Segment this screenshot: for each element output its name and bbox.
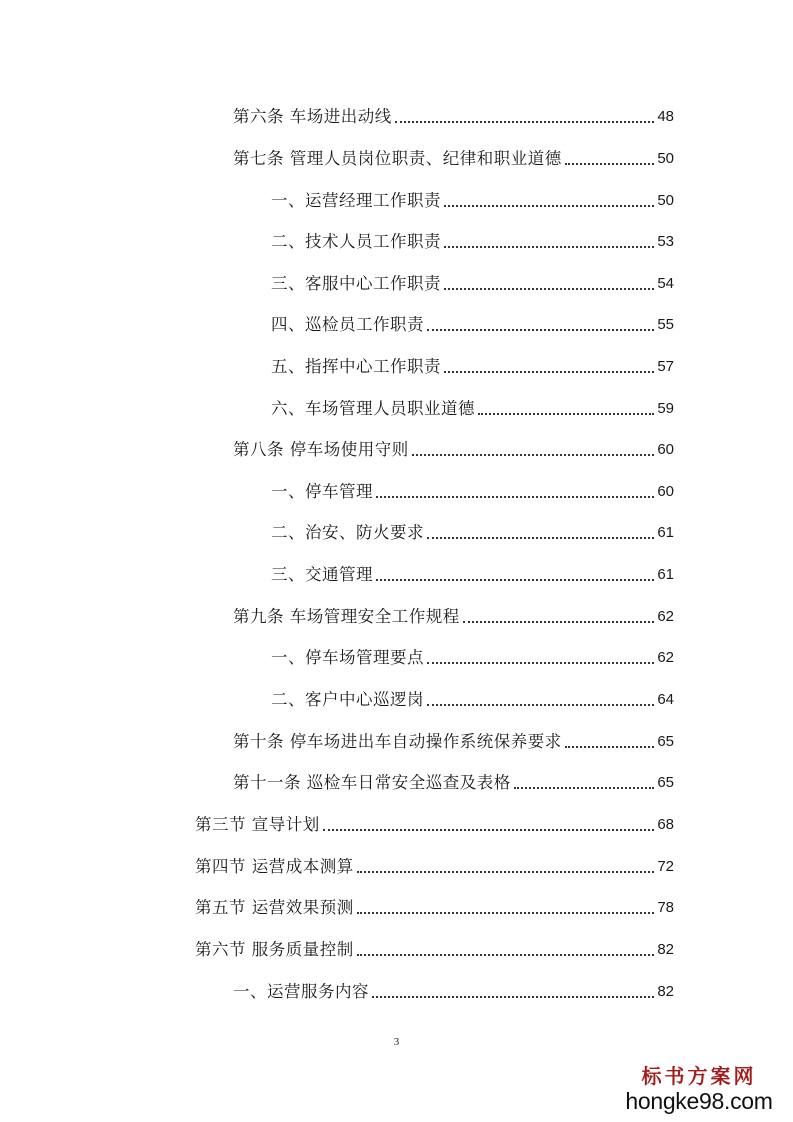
page-number: 3	[393, 1036, 400, 1048]
toc-entry-label: 一、运营服务内容	[233, 982, 369, 1001]
toc-entry[interactable]	[271, 271, 674, 297]
toc-entry-page: 82	[657, 941, 674, 958]
toc-entry-page: 50	[657, 150, 674, 167]
dot-leader	[323, 829, 655, 831]
dot-leader	[376, 496, 654, 498]
dot-leader	[372, 996, 654, 998]
dot-leader	[463, 621, 655, 623]
dot-leader	[444, 288, 654, 290]
toc-entry-label: 一、运营经理工作职责	[271, 191, 441, 210]
toc-entry-page: 64	[657, 691, 674, 708]
toc-entry[interactable]	[195, 854, 674, 880]
toc-entry-label: 第三节 宣导计划	[195, 815, 320, 834]
watermark-title: 标书方案网	[641, 1064, 757, 1088]
toc-entry[interactable]	[271, 188, 674, 214]
toc-entry-label: 第十一条 巡检车日常安全巡查及表格	[233, 773, 511, 792]
toc-entry-label: 第四节 运营成本测算	[195, 857, 354, 876]
toc-entry-page: 82	[657, 983, 674, 1000]
dot-leader	[357, 871, 655, 873]
toc-entry[interactable]	[271, 229, 674, 255]
toc-entry-label: 六、车场管理人员职业道德	[271, 399, 475, 418]
toc-entry[interactable]	[271, 312, 674, 338]
toc-entry-page: 48	[657, 108, 674, 125]
toc-entry[interactable]	[233, 104, 674, 130]
toc-entry-label: 三、客服中心工作职责	[271, 274, 441, 293]
toc-entry[interactable]	[271, 354, 674, 380]
toc-entry[interactable]	[233, 770, 674, 796]
toc-entry-page: 62	[657, 608, 674, 625]
toc-entry-page: 50	[657, 192, 674, 209]
toc-entry-page: 65	[657, 733, 674, 750]
toc-entry[interactable]	[195, 937, 674, 963]
toc-entry[interactable]	[271, 645, 674, 671]
toc-entry-label: 一、停车场管理要点	[271, 648, 424, 667]
dot-leader	[427, 704, 654, 706]
toc-entry-page: 72	[657, 858, 674, 875]
toc-entry[interactable]	[233, 729, 674, 755]
toc-entry[interactable]	[271, 687, 674, 713]
toc-entry-page: 78	[657, 899, 674, 916]
toc-entry-label: 第六条 车场进出动线	[233, 107, 392, 126]
toc-entry-page: 55	[657, 316, 674, 333]
dot-leader	[427, 537, 654, 539]
toc-entry-page: 53	[657, 233, 674, 250]
toc-entry[interactable]	[233, 146, 674, 172]
dot-leader	[565, 746, 655, 748]
dot-leader	[565, 163, 655, 165]
toc-entry-label: 第六节 服务质量控制	[195, 940, 354, 959]
dot-leader	[444, 246, 654, 248]
toc-entry-label: 三、交通管理	[271, 565, 373, 584]
toc-entry-label: 二、技术人员工作职责	[271, 232, 441, 251]
toc-entry-label: 一、停车管理	[271, 482, 373, 501]
toc-entry[interactable]	[195, 812, 674, 838]
toc-entry-page: 61	[657, 566, 674, 583]
toc-entry-label: 第七条 管理人员岗位职责、纪律和职业道德	[233, 149, 562, 168]
toc-entry[interactable]	[233, 437, 674, 463]
toc-entry[interactable]	[271, 479, 674, 505]
toc-entry-page: 61	[657, 524, 674, 541]
toc-entry-page: 59	[657, 400, 674, 417]
dot-leader	[444, 205, 654, 207]
toc-entry-label: 第八条 停车场使用守则	[233, 440, 409, 459]
toc-entry-page: 65	[657, 774, 674, 791]
dot-leader	[478, 413, 654, 415]
toc-entry-page: 60	[657, 483, 674, 500]
watermark-logo	[619, 1064, 779, 1114]
toc-entry[interactable]	[271, 520, 674, 546]
dot-leader	[376, 579, 654, 581]
toc-entry[interactable]	[271, 396, 674, 422]
toc-entry[interactable]	[195, 895, 674, 921]
dot-leader	[395, 121, 655, 123]
dot-leader	[412, 454, 655, 456]
toc-entry[interactable]	[271, 562, 674, 588]
toc-entry-page: 54	[657, 275, 674, 292]
dot-leader	[514, 787, 655, 789]
toc-entry[interactable]	[233, 979, 674, 1005]
toc-entry-label: 二、治安、防火要求	[271, 523, 424, 542]
dot-leader	[357, 912, 655, 914]
dot-leader	[427, 662, 654, 664]
toc-entry-label: 第十条 停车场进出车自动操作系统保养要求	[233, 732, 562, 751]
toc-entry-page: 57	[657, 358, 674, 375]
dot-leader	[427, 329, 654, 331]
toc-entry-page: 60	[657, 441, 674, 458]
toc-entry-label: 二、客户中心巡逻岗	[271, 690, 424, 709]
dot-leader	[444, 371, 654, 373]
toc-entry[interactable]	[233, 604, 674, 630]
toc-entry-label: 四、巡检员工作职责	[271, 315, 424, 334]
dot-leader	[357, 954, 655, 956]
toc-entry-label: 五、指挥中心工作职责	[271, 357, 441, 376]
toc-entry-page: 68	[657, 816, 674, 833]
toc-entry-label: 第五节 运营效果预测	[195, 898, 354, 917]
toc-entry-page: 62	[657, 649, 674, 666]
watermark-url: hongke98.com	[625, 1088, 773, 1114]
toc-entry-label: 第九条 车场管理安全工作规程	[233, 607, 460, 626]
